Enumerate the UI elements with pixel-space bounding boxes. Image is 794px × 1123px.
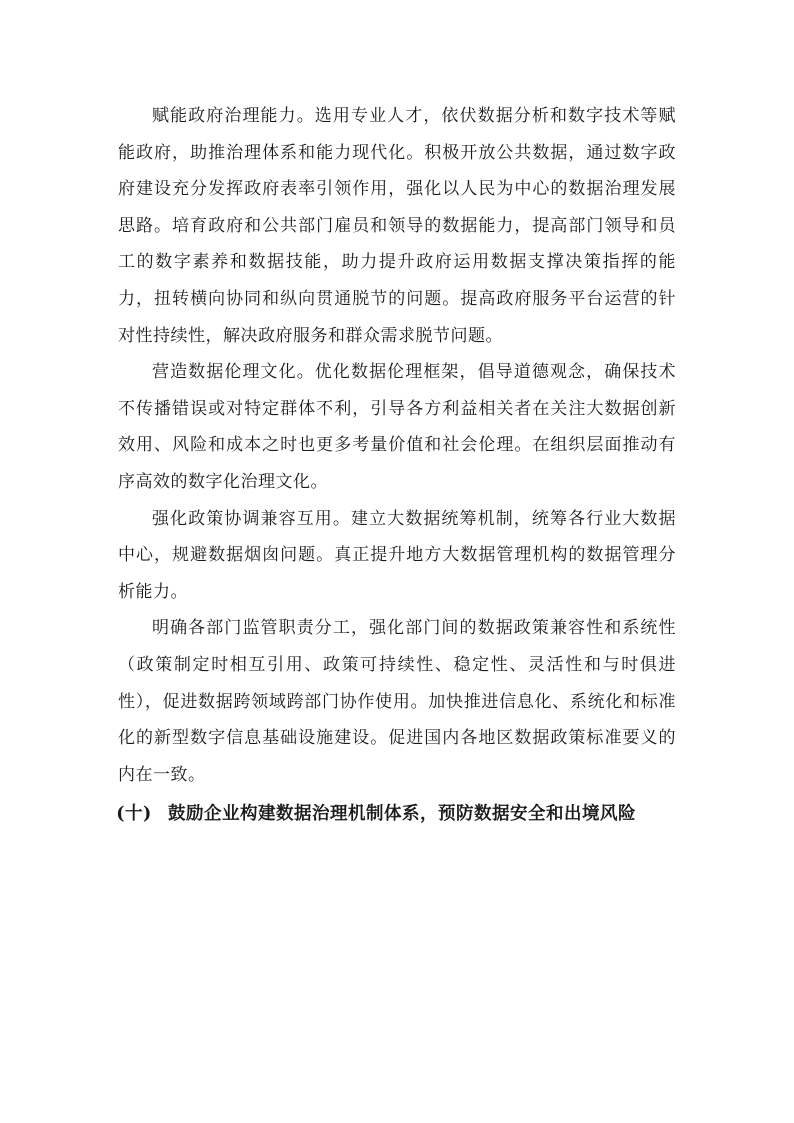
paragraph-department-responsibilities: 明确各部门监管职责分工，强化部门间的数据政策兼容性和系统性（政策制定时相互引用、政策可持续性、稳定性、灵活性和与时俱进性），促进数据跨领域跨部门协作使用。加快推进信息化、系统化和标准化的新型数字信息基础设施建设。促进国内各地区数据政策标准要义的内在一致。 bbox=[118, 618, 676, 785]
paragraph-policy-coordination: 强化政策协调兼容互用。建立大数据统筹机制，统筹各行业大数据中心，规避数据烟囱问题。真正提升地方大数据管理机构的数据管理分析能力。 bbox=[118, 508, 676, 602]
paragraph-data-ethics: 营造数据伦理文化。优化数据伦理框架，倡导道德观念，确保技术不传播错误或对特定群体不利，引导各方利益相关者在关注大数据创新效用、风险和成本之时也更多考量价值和社会伦理。在组织层面推动有序高效的数字化治理文化。 bbox=[118, 362, 676, 492]
paragraph-government-governance: 赋能政府治理能力。选用专业人才，依伏数据分析和数字技术等赋能政府，助推治理体系和能力现代化。积极开放公共数据，通过数字政府建设充分发挥政府表率引领作用，强化以人民为中心的数据治理发展思路。培育政府和公共部门雇员和领导的数据能力，提高部门领导和员工的数字素养和数据技能，助力提升政府运用数据支撑决策指挥的能力，扭转横向协同和纵向贯通脱节的问题。提高政府服务平台运营的针对性持续性，解决政府服务和群众需求脱节问题。 bbox=[118, 106, 676, 346]
section-heading: (十) 鼓励企业构建数据治理机制体系，预防数据安全和出境风险 bbox=[116, 804, 636, 825]
document-body bbox=[118, 98, 676, 833]
section-heading-text: 鼓励企业构建数据治理机制体系，预防数据安全和出境风险 bbox=[168, 804, 636, 825]
